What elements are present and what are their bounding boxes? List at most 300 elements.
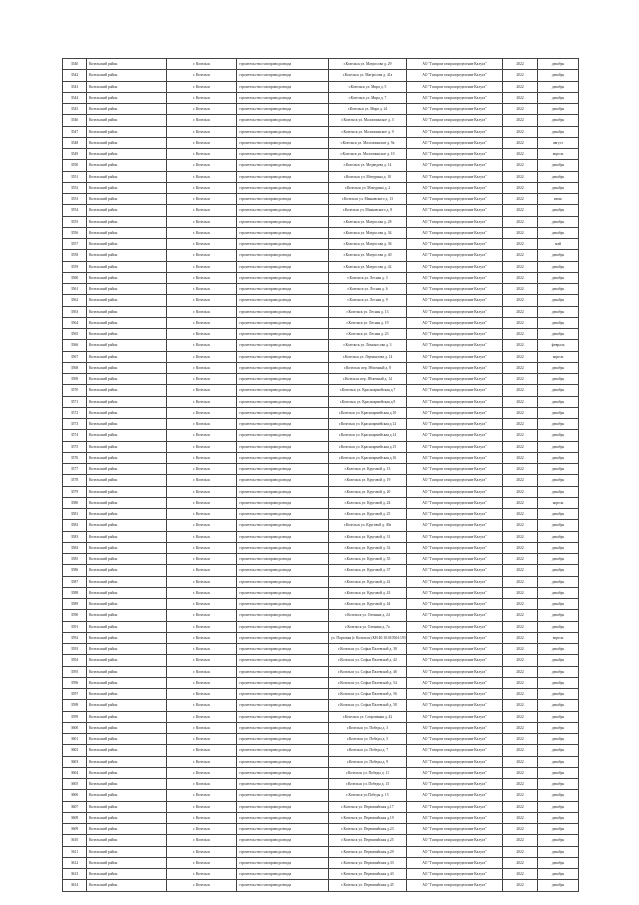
month-cell: декабрь: [538, 689, 579, 700]
month-cell: декабрь: [538, 205, 579, 216]
address-cell: г.Козельск ул. Круговой д. 24: [329, 497, 407, 508]
year-cell: 2022: [503, 452, 538, 463]
town-cell: г. Козельск: [167, 509, 237, 520]
work-type-cell: строительство газопровода ввода: [237, 227, 329, 238]
work-type-cell: строительство газопровода ввода: [237, 790, 329, 801]
address-cell: г.Козельск ул. Мира д. 5: [329, 81, 407, 92]
row-number-cell: 3614: [63, 880, 87, 891]
table-row: [63, 520, 579, 531]
month-cell: декабрь: [538, 92, 579, 103]
district-cell: Козельский район: [87, 306, 167, 317]
year-cell: 2022: [503, 869, 538, 880]
table-row: [63, 869, 579, 880]
row-number-cell: 3611: [63, 846, 87, 857]
year-cell: 2022: [503, 160, 538, 171]
town-cell: г. Козельск: [167, 182, 237, 193]
month-cell: декабрь: [538, 160, 579, 171]
table-row: [63, 857, 579, 868]
row-number-cell: 3556: [63, 227, 87, 238]
address-cell: г.Козельск ул. Мичурина д. 10: [329, 171, 407, 182]
year-cell: 2022: [503, 104, 538, 115]
town-cell: г. Козельск: [167, 464, 237, 475]
address-cell: г.Козельск ул. Круговой д. 30а: [329, 520, 407, 531]
address-cell: г.Козельск ул. Маяковского д. 13: [329, 194, 407, 205]
row-number-cell: 3585: [63, 554, 87, 565]
district-cell: Козельский район: [87, 790, 167, 801]
work-type-cell: строительство газопровода ввода: [237, 700, 329, 711]
address-cell: г.Козельск ул. Круговой д. 13: [329, 464, 407, 475]
month-cell: декабрь: [538, 565, 579, 576]
work-type-cell: строительство газопровода ввода: [237, 362, 329, 373]
organization-cell: АО "Газпром газораспределение Калуга": [407, 610, 503, 621]
town-cell: г. Козельск: [167, 374, 237, 385]
month-cell: декабрь: [538, 407, 579, 418]
work-type-cell: строительство газопровода ввода: [237, 689, 329, 700]
work-type-cell: строительство газопровода ввода: [237, 452, 329, 463]
row-number-cell: 3612: [63, 857, 87, 868]
work-type-cell: строительство газопровода ввода: [237, 531, 329, 542]
month-cell: декабрь: [538, 644, 579, 655]
district-cell: Козельский район: [87, 374, 167, 385]
work-type-cell: строительство газопровода ввода: [237, 149, 329, 160]
table-row: [63, 610, 579, 621]
year-cell: 2022: [503, 81, 538, 92]
row-number-cell: 3566: [63, 340, 87, 351]
month-cell: декабрь: [538, 486, 579, 497]
address-cell: г.Козельск ул. Красноармейская д.16: [329, 452, 407, 463]
table-row: [63, 801, 579, 812]
organization-cell: АО "Газпром газораспределение Калуга": [407, 599, 503, 610]
organization-cell: АО "Газпром газораспределение Калуга": [407, 576, 503, 587]
work-type-cell: строительство газопровода ввода: [237, 396, 329, 407]
organization-cell: АО "Газпром газораспределение Калуга": [407, 216, 503, 227]
town-cell: г. Козельск: [167, 160, 237, 171]
month-cell: декабрь: [538, 284, 579, 295]
district-cell: Козельский район: [87, 756, 167, 767]
town-cell: г. Козельск: [167, 565, 237, 576]
district-cell: Козельский район: [87, 149, 167, 160]
year-cell: 2022: [503, 137, 538, 148]
town-cell: г. Козельск: [167, 92, 237, 103]
year-cell: 2022: [503, 767, 538, 778]
work-type-cell: строительство газопровода ввода: [237, 576, 329, 587]
address-cell: г.Козельск ул. Красноармейская д.10: [329, 407, 407, 418]
work-type-cell: строительство газопровода ввода: [237, 464, 329, 475]
year-cell: 2022: [503, 362, 538, 373]
town-cell: г. Козельск: [167, 869, 237, 880]
district-cell: Козельский район: [87, 92, 167, 103]
district-cell: Козельский район: [87, 239, 167, 250]
work-type-cell: строительство газопровода ввода: [237, 677, 329, 688]
table-row: [63, 475, 579, 486]
organization-cell: АО "Газпром газораспределение Калуга": [407, 869, 503, 880]
row-number-cell: 3600: [63, 722, 87, 733]
row-number-cell: 3567: [63, 351, 87, 362]
address-cell: г.Козельск ул. Победы д. 5: [329, 734, 407, 745]
table-row: [63, 306, 579, 317]
address-cell: г.Козельск ул. Первомайская д.45: [329, 880, 407, 891]
month-cell: декабрь: [538, 475, 579, 486]
district-cell: Козельский район: [87, 295, 167, 306]
district-cell: Козельский район: [87, 59, 167, 70]
district-cell: Козельский район: [87, 610, 167, 621]
table-row: [63, 700, 579, 711]
organization-cell: АО "Газпром газораспределение Калуга": [407, 452, 503, 463]
address-cell: г.Козельск ул. Первомайская д.33: [329, 857, 407, 868]
town-cell: г. Козельск: [167, 261, 237, 272]
row-number-cell: 3540: [63, 59, 87, 70]
district-cell: Козельский район: [87, 351, 167, 362]
town-cell: г. Козельск: [167, 700, 237, 711]
organization-cell: АО "Газпром газораспределение Калуга": [407, 812, 503, 823]
work-type-cell: строительство газопровода ввода: [237, 497, 329, 508]
row-number-cell: 3565: [63, 329, 87, 340]
month-cell: декабрь: [538, 452, 579, 463]
district-cell: Козельский район: [87, 70, 167, 81]
address-cell: г.Козельск ул. Победы д. 3: [329, 722, 407, 733]
year-cell: 2022: [503, 486, 538, 497]
town-cell: г. Козельск: [167, 722, 237, 733]
month-cell: декабрь: [538, 362, 579, 373]
town-cell: г. Козельск: [167, 351, 237, 362]
town-cell: г. Козельск: [167, 880, 237, 891]
district-cell: Козельский район: [87, 801, 167, 812]
work-type-cell: строительство газопровода ввода: [237, 621, 329, 632]
district-cell: Козельский район: [87, 880, 167, 891]
work-type-cell: строительство газопровода ввода: [237, 374, 329, 385]
address-cell: г.Козельск ул. Круговой д. 37: [329, 565, 407, 576]
town-cell: г. Козельск: [167, 317, 237, 328]
table-row: [63, 486, 579, 497]
table-row: [63, 396, 579, 407]
year-cell: 2022: [503, 632, 538, 643]
year-cell: 2022: [503, 531, 538, 542]
town-cell: г. Козельск: [167, 666, 237, 677]
town-cell: г. Козельск: [167, 396, 237, 407]
organization-cell: АО "Газпром газораспределение Калуга": [407, 250, 503, 261]
organization-cell: АО "Газпром газораспределение Калуга": [407, 587, 503, 598]
town-cell: г. Козельск: [167, 835, 237, 846]
year-cell: 2022: [503, 587, 538, 598]
month-cell: декабрь: [538, 104, 579, 115]
row-number-cell: 3590: [63, 610, 87, 621]
town-cell: г. Козельск: [167, 385, 237, 396]
organization-cell: АО "Газпром газораспределение Калуга": [407, 59, 503, 70]
row-number-cell: 3582: [63, 520, 87, 531]
work-type-cell: строительство газопровода ввода: [237, 59, 329, 70]
table-row: [63, 227, 579, 238]
organization-cell: АО "Газпром газораспределение Калуга": [407, 767, 503, 778]
district-cell: Козельский район: [87, 767, 167, 778]
work-type-cell: строительство газопровода ввода: [237, 295, 329, 306]
address-cell: г.Козельск ул. Матросова д. 40: [329, 250, 407, 261]
address-cell: г.Козельск ул. Софьи Палевской д. 42: [329, 655, 407, 666]
work-type-cell: строительство газопровода ввода: [237, 880, 329, 891]
row-number-cell: 3555: [63, 216, 87, 227]
organization-cell: АО "Газпром газораспределение Калуга": [407, 565, 503, 576]
town-cell: г. Козельск: [167, 340, 237, 351]
district-cell: Козельский район: [87, 126, 167, 137]
table-row: [63, 284, 579, 295]
month-cell: декабрь: [538, 621, 579, 632]
organization-cell: АО "Газпром газораспределение Калуга": [407, 846, 503, 857]
row-number-cell: 3573: [63, 419, 87, 430]
table-row: [63, 149, 579, 160]
work-type-cell: строительство газопровода ввода: [237, 205, 329, 216]
work-type-cell: строительство газопровода ввода: [237, 542, 329, 553]
year-cell: 2022: [503, 677, 538, 688]
district-cell: Козельский район: [87, 205, 167, 216]
work-type-cell: строительство газопровода ввода: [237, 599, 329, 610]
town-cell: г. Козельск: [167, 137, 237, 148]
month-cell: декабрь: [538, 385, 579, 396]
district-cell: Козельский район: [87, 250, 167, 261]
year-cell: 2022: [503, 92, 538, 103]
organization-cell: АО "Газпром газораспределение Калуга": [407, 81, 503, 92]
district-cell: Козельский район: [87, 677, 167, 688]
district-cell: Козельский район: [87, 115, 167, 126]
work-type-cell: строительство газопровода ввода: [237, 520, 329, 531]
address-cell: г.Козельск ул. Софьи Палевской д. 58: [329, 700, 407, 711]
town-cell: г. Козельск: [167, 284, 237, 295]
year-cell: 2022: [503, 779, 538, 790]
table-row: [63, 261, 579, 272]
month-cell: декабрь: [538, 790, 579, 801]
district-cell: Козельский район: [87, 227, 167, 238]
table-row: [63, 576, 579, 587]
table-row: [63, 340, 579, 351]
month-cell: декабрь: [538, 126, 579, 137]
district-cell: Козельский район: [87, 621, 167, 632]
organization-cell: АО "Газпром газораспределение Калуга": [407, 272, 503, 283]
address-cell: г.Козельск ул. Круговой д. 25: [329, 509, 407, 520]
work-type-cell: строительство газопровода ввода: [237, 587, 329, 598]
address-cell: г.Козельск ул. Победы д. 7: [329, 745, 407, 756]
table-row: [63, 846, 579, 857]
month-cell: декабрь: [538, 677, 579, 688]
town-cell: г. Козельск: [167, 576, 237, 587]
address-cell: г.Козельск ул. Круговой д. 35: [329, 554, 407, 565]
row-number-cell: 3604: [63, 767, 87, 778]
work-type-cell: строительство газопровода ввода: [237, 407, 329, 418]
organization-cell: АО "Газпром газораспределение Калуга": [407, 509, 503, 520]
month-cell: декабрь: [538, 70, 579, 81]
organization-cell: АО "Газпром газораспределение Калуга": [407, 542, 503, 553]
town-cell: г. Козельск: [167, 171, 237, 182]
address-cell: г.Козельск пер. Яблочный д. 8: [329, 362, 407, 373]
district-cell: Козельский район: [87, 869, 167, 880]
work-type-cell: строительство газопровода ввода: [237, 565, 329, 576]
organization-cell: АО "Газпром газораспределение Калуга": [407, 835, 503, 846]
table-row: [63, 644, 579, 655]
month-cell: декабрь: [538, 250, 579, 261]
row-number-cell: 3544: [63, 92, 87, 103]
address-cell: г.Козельск ул. Круговой д. 32: [329, 542, 407, 553]
row-number-cell: 3595: [63, 666, 87, 677]
table-row: [63, 734, 579, 745]
year-cell: 2022: [503, 576, 538, 587]
organization-cell: АО "Газпром газораспределение Калуга": [407, 419, 503, 430]
organization-cell: АО "Газпром газораспределение Калуга": [407, 497, 503, 508]
work-type-cell: строительство газопровода ввода: [237, 846, 329, 857]
address-cell: г.Козельск ул. Малоопинское д. 10: [329, 149, 407, 160]
address-cell: г.Козельск ул. Круговой д. 42: [329, 576, 407, 587]
work-type-cell: строительство газопровода ввода: [237, 115, 329, 126]
district-cell: Козельский район: [87, 137, 167, 148]
district-cell: Козельский район: [87, 722, 167, 733]
month-cell: апрель: [538, 632, 579, 643]
town-cell: г. Козельск: [167, 250, 237, 261]
address-cell: г.Козельск ул. Софьи Палевской д. 56: [329, 689, 407, 700]
month-cell: декабрь: [538, 261, 579, 272]
row-number-cell: 3606: [63, 790, 87, 801]
month-cell: апрель: [538, 497, 579, 508]
address-cell: г.Козельск ул. Первомайская д.23: [329, 824, 407, 835]
organization-cell: АО "Газпром газораспределение Калуга": [407, 486, 503, 497]
organization-cell: АО "Газпром газораспределение Калуга": [407, 666, 503, 677]
year-cell: 2022: [503, 722, 538, 733]
table-row: [63, 497, 579, 508]
organization-cell: АО "Газпром газораспределение Калуга": [407, 171, 503, 182]
work-type-cell: строительство газопровода ввода: [237, 801, 329, 812]
month-cell: декабрь: [538, 509, 579, 520]
address-cell: г.Козельск ул. Победы д. 9: [329, 756, 407, 767]
year-cell: 2022: [503, 351, 538, 362]
year-cell: 2022: [503, 115, 538, 126]
year-cell: 2022: [503, 126, 538, 137]
month-cell: апрель: [538, 149, 579, 160]
organization-cell: АО "Газпром газораспределение Калуга": [407, 621, 503, 632]
organization-cell: АО "Газпром газораспределение Калуга": [407, 351, 503, 362]
year-cell: 2022: [503, 261, 538, 272]
organization-cell: АО "Газпром газораспределение Калуга": [407, 801, 503, 812]
town-cell: г. Козельск: [167, 655, 237, 666]
work-type-cell: строительство газопровода ввода: [237, 644, 329, 655]
year-cell: 2022: [503, 430, 538, 441]
table-row: [63, 430, 579, 441]
district-cell: Козельский район: [87, 554, 167, 565]
year-cell: 2022: [503, 295, 538, 306]
year-cell: 2022: [503, 419, 538, 430]
row-number-cell: 3613: [63, 869, 87, 880]
district-cell: Козельский район: [87, 542, 167, 553]
town-cell: г. Козельск: [167, 711, 237, 722]
organization-cell: АО "Газпром газораспределение Калуга": [407, 441, 503, 452]
table-row: [63, 385, 579, 396]
district-cell: Козельский район: [87, 812, 167, 823]
year-cell: 2022: [503, 329, 538, 340]
work-type-cell: строительство газопровода ввода: [237, 430, 329, 441]
table-row: [63, 689, 579, 700]
year-cell: 2022: [503, 171, 538, 182]
district-cell: Козельский район: [87, 599, 167, 610]
work-type-cell: строительство газопровода ввода: [237, 182, 329, 193]
month-cell: декабрь: [538, 216, 579, 227]
district-cell: Козельский район: [87, 452, 167, 463]
organization-cell: АО "Газпром газораспределение Калуга": [407, 340, 503, 351]
town-cell: г. Козельск: [167, 70, 237, 81]
organization-cell: АО "Газпром газораспределение Калуга": [407, 632, 503, 643]
organization-cell: АО "Газпром газораспределение Калуга": [407, 711, 503, 722]
district-cell: Козельский район: [87, 689, 167, 700]
row-number-cell: 3603: [63, 756, 87, 767]
table-row: [63, 767, 579, 778]
address-cell: г.Козельск ул. Матросова д. 29: [329, 59, 407, 70]
year-cell: 2022: [503, 272, 538, 283]
address-cell: г.Козельск ул. Софьи Палевской д. 38: [329, 644, 407, 655]
address-cell: г.Козельск ул. Лермонтова д. 14: [329, 351, 407, 362]
row-number-cell: 3554: [63, 205, 87, 216]
town-cell: г. Козельск: [167, 734, 237, 745]
month-cell: декабрь: [538, 542, 579, 553]
district-cell: Козельский район: [87, 216, 167, 227]
work-type-cell: строительство газопровода ввода: [237, 160, 329, 171]
work-type-cell: строительство газопровода ввода: [237, 306, 329, 317]
year-cell: 2022: [503, 846, 538, 857]
work-type-cell: строительство газопровода ввода: [237, 194, 329, 205]
district-cell: Козельский район: [87, 441, 167, 452]
town-cell: г. Козельск: [167, 587, 237, 598]
year-cell: 2022: [503, 610, 538, 621]
row-number-cell: 3607: [63, 801, 87, 812]
work-type-cell: строительство газопровода ввода: [237, 171, 329, 182]
district-cell: Козельский район: [87, 81, 167, 92]
district-cell: Козельский район: [87, 486, 167, 497]
district-cell: Козельский район: [87, 565, 167, 576]
organization-cell: АО "Газпром газораспределение Калуга": [407, 464, 503, 475]
year-cell: 2022: [503, 396, 538, 407]
town-cell: г. Козельск: [167, 644, 237, 655]
year-cell: 2022: [503, 801, 538, 812]
district-cell: Козельский район: [87, 104, 167, 115]
town-cell: г. Козельск: [167, 295, 237, 306]
organization-cell: АО "Газпром газораспределение Калуга": [407, 430, 503, 441]
town-cell: г. Козельск: [167, 756, 237, 767]
row-number-cell: 3578: [63, 475, 87, 486]
organization-cell: АО "Газпром газораспределение Калуга": [407, 227, 503, 238]
address-cell: г.Козельск ул. Лесная д. 9: [329, 295, 407, 306]
town-cell: г. Козельск: [167, 239, 237, 250]
organization-cell: АО "Газпром газораспределение Калуга": [407, 182, 503, 193]
table-row: [63, 666, 579, 677]
work-type-cell: строительство газопровода ввода: [237, 317, 329, 328]
work-type-cell: строительство газопровода ввода: [237, 385, 329, 396]
row-number-cell: 3581: [63, 509, 87, 520]
work-type-cell: строительство газопровода ввода: [237, 272, 329, 283]
organization-cell: АО "Газпром газораспределение Калуга": [407, 194, 503, 205]
address-cell: г.Козельск ул. Красноармейская д.12: [329, 419, 407, 430]
organization-cell: АО "Газпром газораспределение Калуга": [407, 317, 503, 328]
address-cell: г.Козельск ул.Победы д. 15: [329, 790, 407, 801]
table-row: [63, 790, 579, 801]
district-cell: Козельский район: [87, 407, 167, 418]
table-row: [63, 655, 579, 666]
row-number-cell: 3564: [63, 317, 87, 328]
town-cell: г. Козельск: [167, 801, 237, 812]
year-cell: 2022: [503, 317, 538, 328]
town-cell: г. Козельск: [167, 115, 237, 126]
row-number-cell: 3589: [63, 599, 87, 610]
row-number-cell: 3592: [63, 632, 87, 643]
year-cell: 2022: [503, 880, 538, 891]
row-number-cell: 3583: [63, 531, 87, 542]
row-number-cell: 3608: [63, 812, 87, 823]
year-cell: 2022: [503, 475, 538, 486]
year-cell: 2022: [503, 205, 538, 216]
district-cell: Козельский район: [87, 329, 167, 340]
organization-cell: АО "Газпром газораспределение Калуга": [407, 734, 503, 745]
year-cell: 2022: [503, 464, 538, 475]
